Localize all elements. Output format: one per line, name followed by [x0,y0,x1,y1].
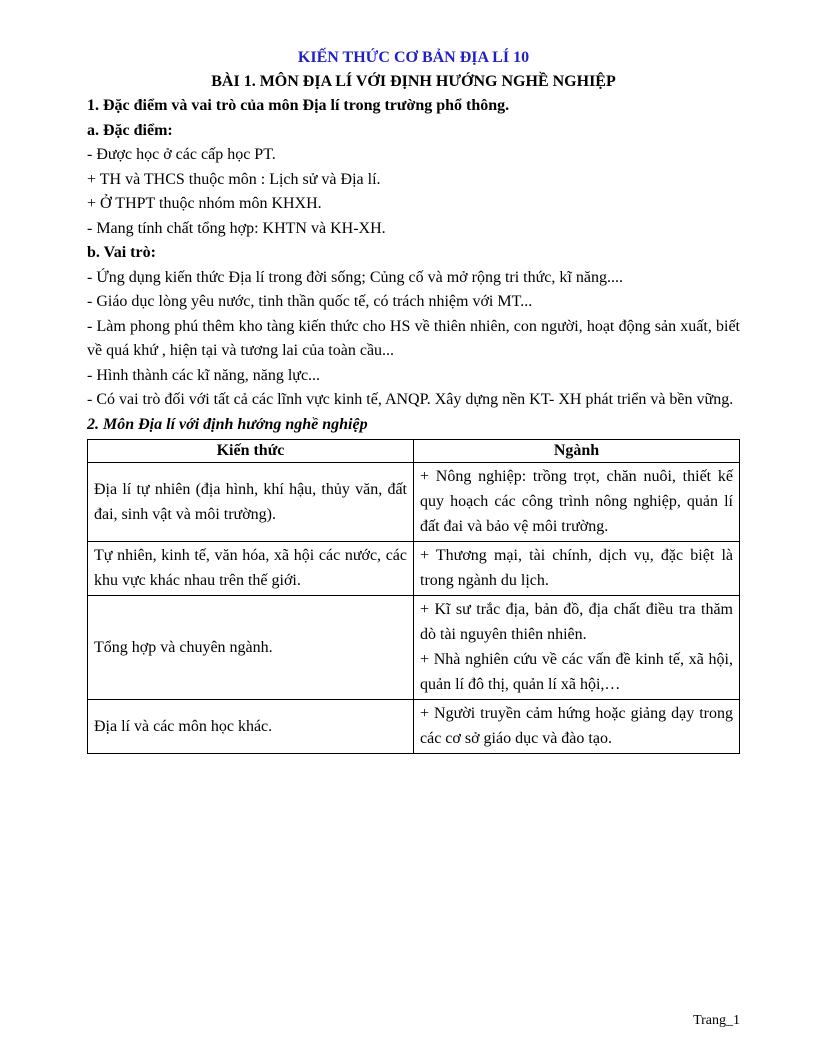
paragraph-line: - Mang tính chất tổng hợp: KHTN và KH-XH. [87,219,386,237]
paragraph-line: + TH và THCS thuộc môn : Lịch sử và Địa lí. [87,170,381,188]
document-page [87,46,740,754]
knowledge-cell: Địa lí tự nhiên (địa hình, khí hậu, thủy văn, đất đai, sinh vật và môi trường). [88,463,414,542]
career-line: + Nhà nghiên cứu về các vấn đề kinh tế, xã hội, quản lí đô thị, quản lí xã hội,… [420,651,733,693]
knowledge-cell: Địa lí và các môn học khác. [88,700,414,754]
page-number: Trang_1 [693,1013,740,1028]
paragraph-line: - Làm phong phú thêm kho tàng kiến thức cho HS về thiên nhiên, con người, hoạt động sản xuất, biết về quá khứ , hiện tại và tương lai của toàn cầu... [87,317,740,359]
paragraph-line: + Ở THPT thuộc nhóm môn KHXH. [87,195,322,212]
paragraph-line: - Được học ở các cấp học PT. [87,146,276,163]
knowledge-cell: Tự nhiên, kinh tế, văn hóa, xã hội các nước, các khu vực khác nhau trên thế giới. [88,542,414,596]
career-table [87,439,740,754]
knowledge-cell: Tổng hợp và chuyên ngành. [88,596,414,700]
table-row [88,463,740,542]
paragraph-line: - Hình thành các kĩ năng, năng lực... [87,366,321,384]
section1b-heading: b. Vai trò: [87,244,156,261]
paragraph-line: - Giáo dục lòng yêu nước, tinh thần quốc tế, có trách nhiệm với MT... [87,293,533,310]
lesson-title: BÀI 1. MÔN ĐỊA LÍ VỚI ĐỊNH HƯỚNG NGHỀ NGHIỆP [211,73,616,90]
career-cell: + Thương mại, tài chính, dịch vụ, đặc biệt là trong ngành du lịch. [414,542,740,596]
career-cell: + Người truyền cảm hứng hoặc giảng dạy trong các cơ sở giáo dục và đào tạo. [414,700,740,754]
table-row [88,596,740,700]
section1-heading: 1. Đặc điểm và vai trò của môn Địa lí trong trường phổ thông. [87,97,510,114]
paragraph-line: - Ứng dụng kiến thức Địa lí trong đời sống; Củng cố và mở rộng tri thức, kĩ năng.... [87,268,623,286]
column-header-career: Ngành [414,440,740,463]
table-row [88,542,740,596]
document-title: KIẾN THỨC CƠ BẢN ĐỊA LÍ 10 [297,49,530,66]
career-line: + Kĩ sư trắc địa, bản đồ, địa chất điều tra thăm dò tài nguyên thiên nhiên. [420,601,733,643]
table-row [88,700,740,754]
paragraph-line: - Có vai trò đối với tất cả các lĩnh vực kinh tế, ANQP. Xây dựng nền KT- XH phát triển và bền vững. [87,391,734,408]
section2-heading: 2. Môn Địa lí với định hướng nghề nghiệp [87,415,368,433]
table-header-row [88,440,740,463]
section1a-heading: a. Đặc điểm: [87,121,173,139]
career-cell: + Nông nghiệp: trồng trọt, chăn nuôi, thiết kế quy hoạch các công trình nông nghiệp, quản lí đất đai và bảo vệ môi trường. [414,463,740,542]
career-cell [414,596,740,700]
column-header-knowledge: Kiến thức [88,440,414,463]
